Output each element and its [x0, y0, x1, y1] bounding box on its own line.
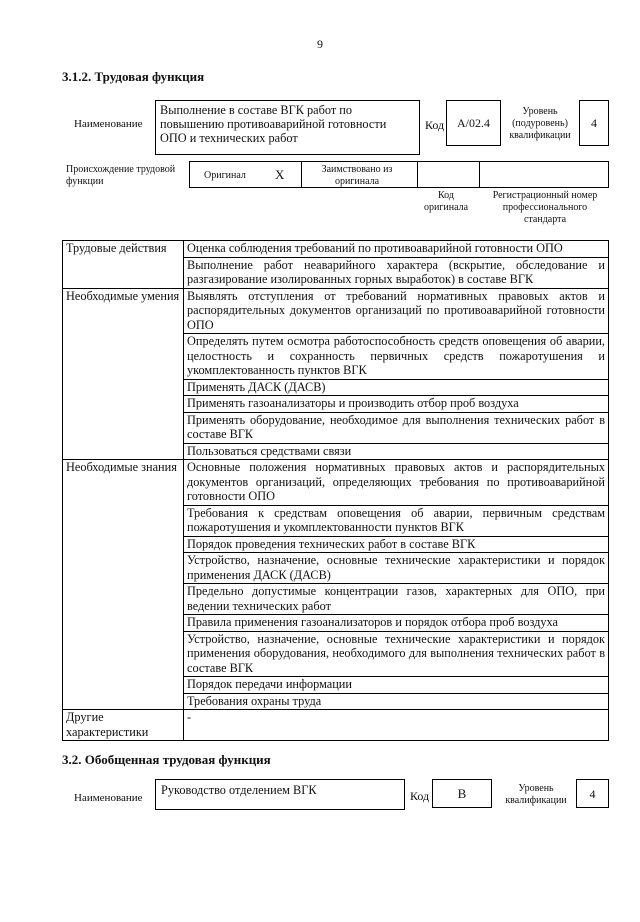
- name-label-32: Наименование: [74, 792, 143, 804]
- item-cell: Порядок проведения технических работ в составе ВГК: [184, 536, 609, 553]
- table-row: [63, 288, 609, 334]
- level-box-32: [576, 779, 609, 808]
- item-cell: Устройство, назначение, основные технические характеристики и порядок применения оборудования, необходимого для выполнения технических работ в составе ВГК: [184, 631, 609, 677]
- code-value: A/02.4: [457, 116, 490, 130]
- item-cell: Предельно допустимые концентрации газов, характерных для ОПО, при ведении технических работ: [184, 584, 609, 615]
- item-cell: Применять ДАСК (ДАСВ): [184, 379, 609, 396]
- original-label: Оригинал: [204, 170, 246, 181]
- section-312-title: 3.1.2. Трудовая функция: [62, 69, 205, 84]
- category-cell: Другие характеристики: [63, 710, 184, 741]
- labor-function-table: [62, 240, 609, 741]
- section-32-title: 3.2. Обобщенная трудовая функция: [62, 752, 271, 767]
- level-label-32: Уровень квалификации: [505, 783, 567, 806]
- generalized-function-name-box: [155, 779, 405, 810]
- code-box-32: [432, 779, 492, 808]
- item-cell: Выполнение работ неаварийного характера (вскрытие, обследование и разгазирование изолированных горных выработок) в составе ВГК: [184, 257, 609, 288]
- level-box: [579, 100, 609, 146]
- item-cell: Применять газоанализаторы и производить отбор проб воздуха: [184, 396, 609, 413]
- item-cell: Выявлять отступления от требований нормативных правовых актов и распорядительных документов организаций по противоаварийной готовности ОПО: [184, 288, 609, 334]
- item-cell: Требования охраны труда: [184, 693, 609, 710]
- name-label: Наименование: [74, 118, 143, 130]
- function-name-box: [155, 100, 420, 155]
- origin-row: [189, 161, 609, 188]
- category-cell: Необходимые умения: [63, 288, 184, 460]
- item-cell: Применять оборудование, необходимое для выполнения технических работ в составе ВГК: [184, 412, 609, 443]
- reg-number-caption: Регистрационный номер профессионального стандарта: [492, 190, 598, 225]
- table-row: [63, 460, 609, 506]
- item-cell: Правила применения газоанализаторов и порядок отбора проб воздуха: [184, 615, 609, 632]
- code-label: Код: [425, 118, 445, 132]
- item-cell: Основные положения нормативных правовых актов и распорядительных документов организаций, определяющих требования по противоаварийной готовности ОПО: [184, 460, 609, 506]
- code-box: [446, 100, 501, 146]
- original-mark: X: [275, 167, 285, 182]
- category-cell: Необходимые знания: [63, 460, 184, 710]
- item-cell: Определять путем осмотра работоспособность средств оповещения об аварии, целостность и сохранность первичных средств пожаротушения и укомплектованность пунктов ВГК: [184, 334, 609, 380]
- level-value-32: 4: [589, 786, 596, 801]
- item-cell: Пользоваться средствами связи: [184, 443, 609, 460]
- table-row: [63, 241, 609, 258]
- item-cell: Устройство, назначение, основные технические характеристики и порядок применения ДАСК (ДАСВ): [184, 553, 609, 584]
- code-value-32: B: [457, 785, 467, 801]
- item-cell: Требования к средствам оповещения об аварии, первичным средствам пожаротушения и укомплектованности пунктов ВГК: [184, 505, 609, 536]
- level-value: 4: [591, 116, 597, 130]
- item-cell: Оценка соблюдения требований по противоаварийной готовности ОПО: [184, 241, 609, 258]
- borrowed-label: Заимствовано из оригинала: [321, 164, 393, 187]
- table-row: [63, 710, 609, 741]
- category-cell: Трудовые действия: [63, 241, 184, 289]
- code-label-32: Код: [410, 789, 430, 803]
- origin-label: Происхождение трудовой функции: [66, 164, 176, 187]
- page-number: 9: [317, 37, 323, 51]
- function-name: Выполнение в составе ВГК работ по повышению противоаварийной готовности ОПО и технических работ: [160, 103, 387, 145]
- code-original-caption: Код оригинала: [423, 190, 469, 213]
- level-label: Уровень (подуровень) квалификации: [509, 106, 571, 141]
- item-cell: -: [184, 710, 609, 741]
- generalized-function-name: Руководство отделением ВГК: [161, 783, 317, 797]
- item-cell: Порядок передачи информации: [184, 677, 609, 694]
